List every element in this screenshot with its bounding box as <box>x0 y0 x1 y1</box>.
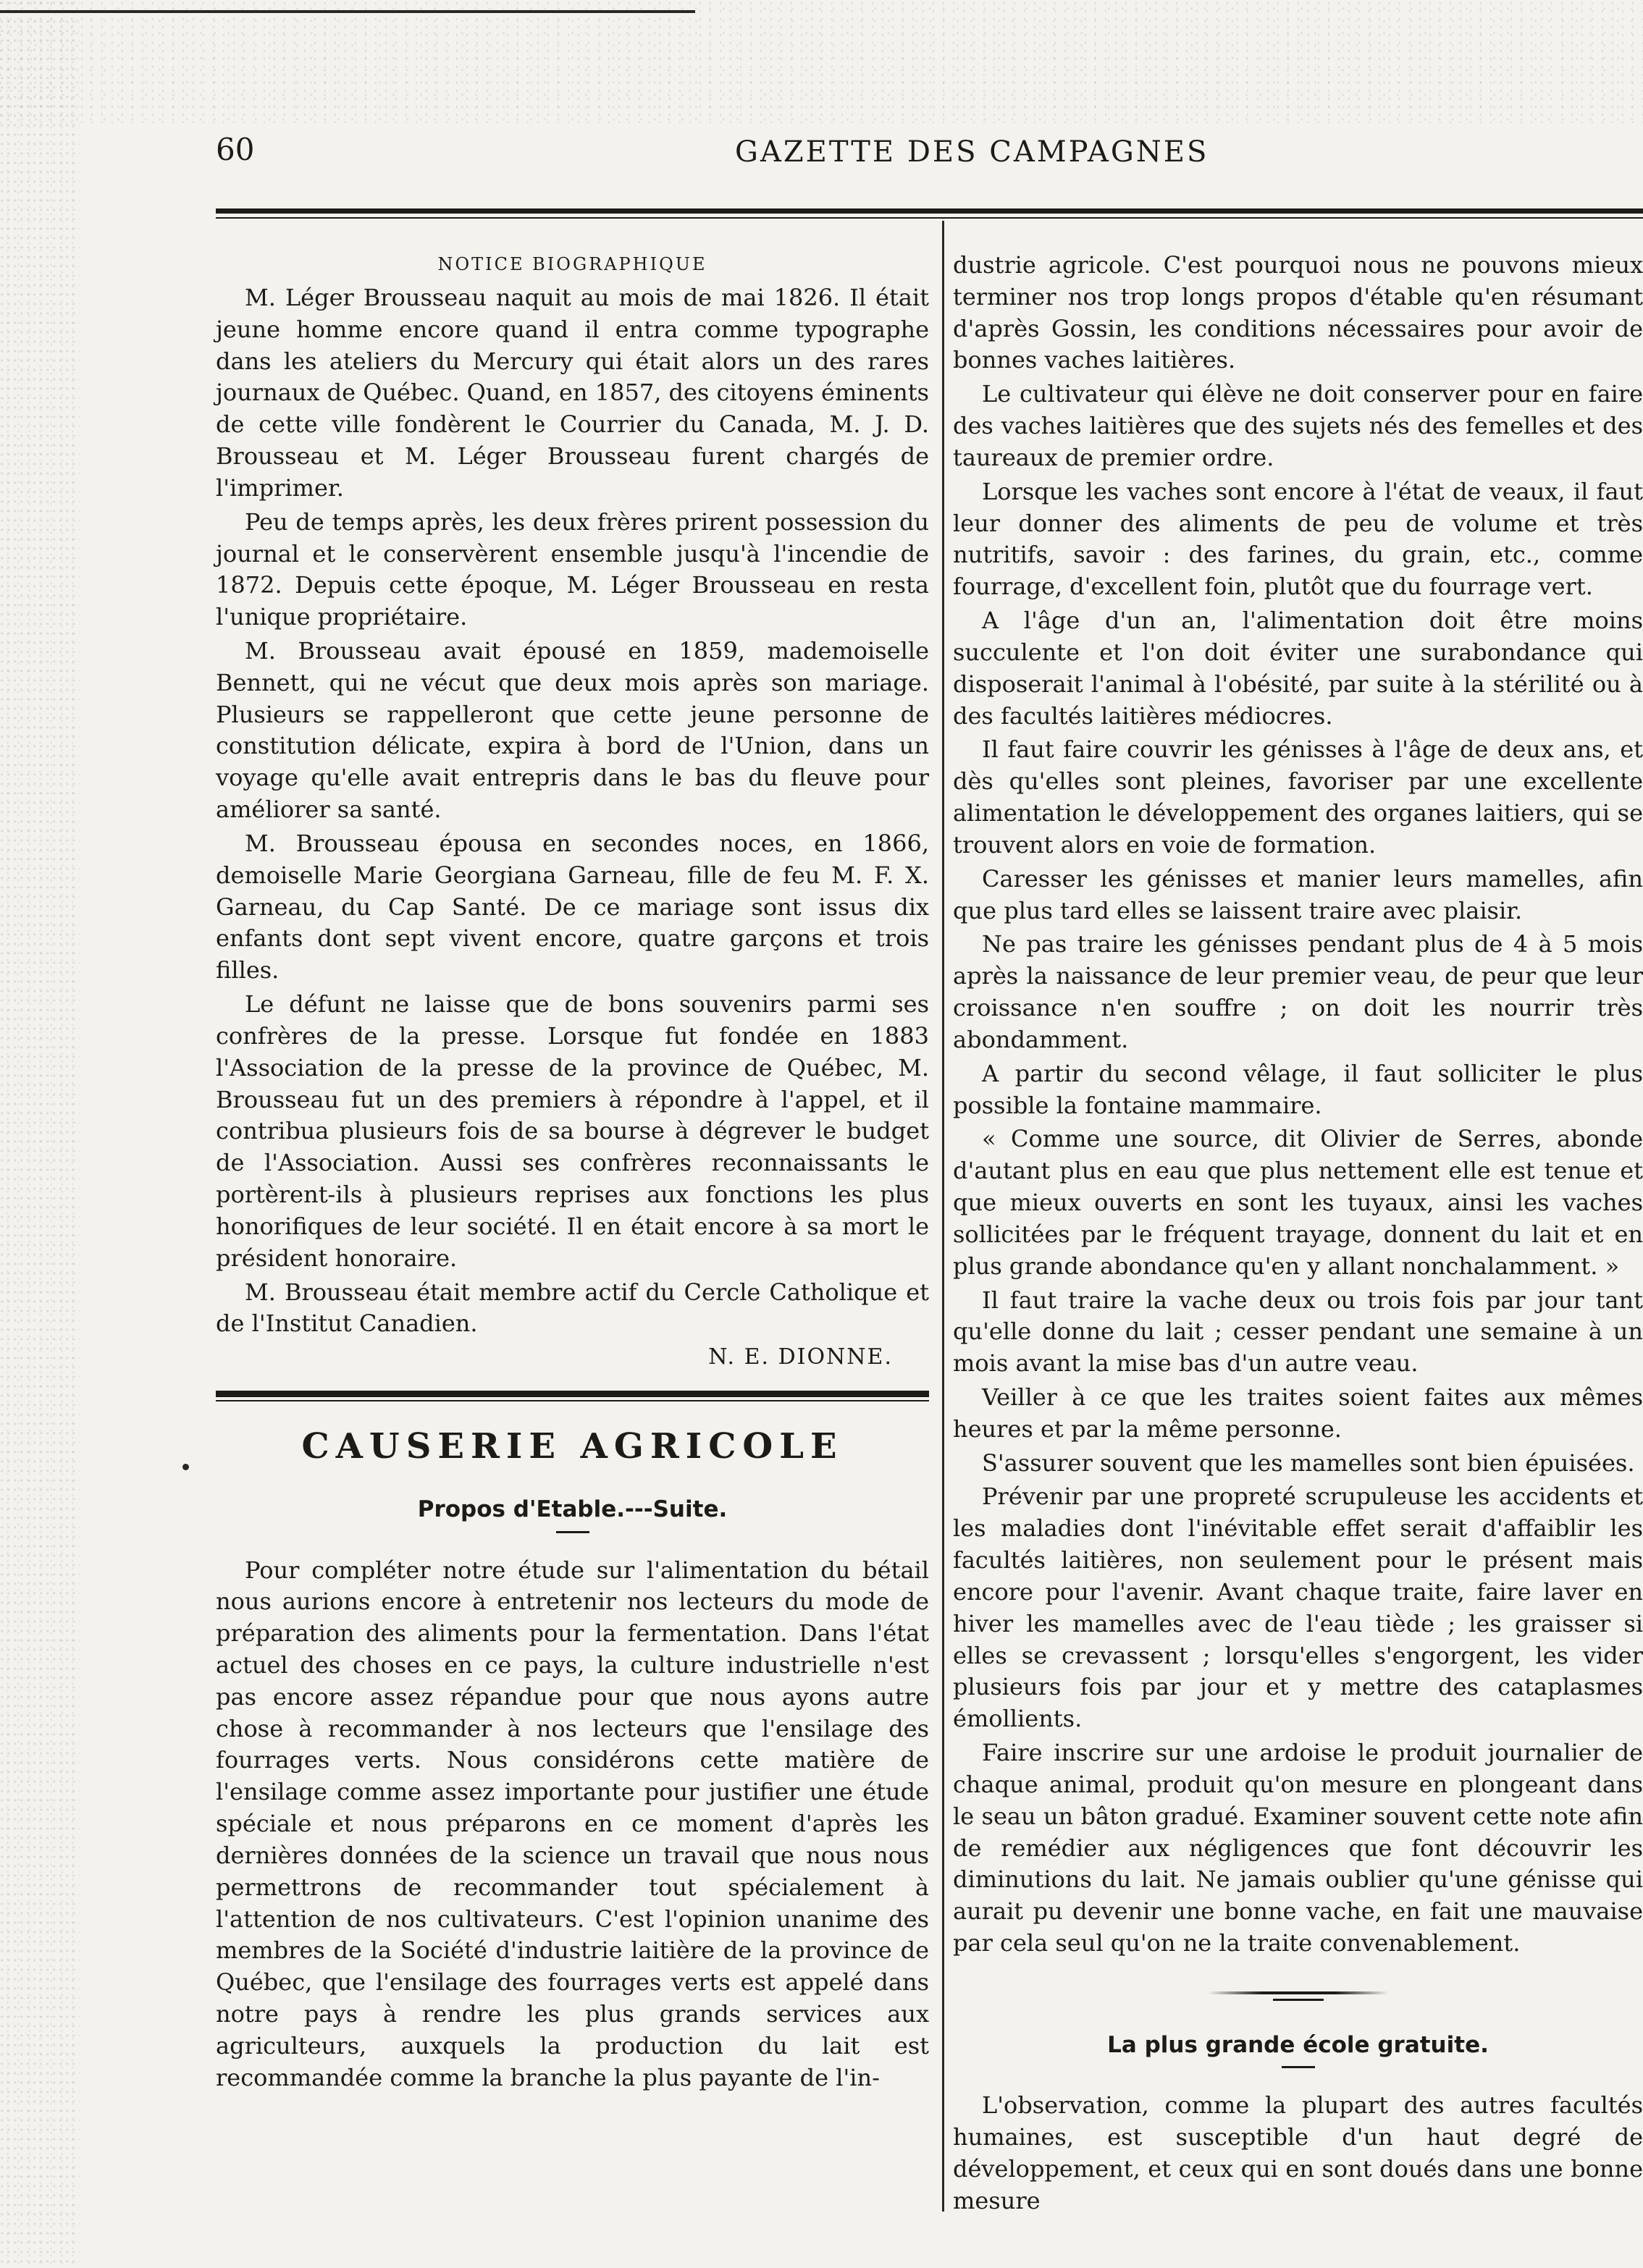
article-paragraph: A l'âge d'un an, l'alimentation doit être moins succulente et l'on doit éviter une surabondance qui disposerait l'animal à l'obésité, par suite à la stérilité ou à des facultés laitières médiocres. <box>953 607 1643 730</box>
article-paragraph: « Comme une source, dit Olivier de Serres, abonde d'autant plus en eau que plus nettement elle est tenue et que mieux ouverts en sont les tuyaux, ainsi les vaches sollicitées par le fréquent trayage, donnent du lait et en plus grande abondance qu'en y allant nonchalamment. » <box>953 1125 1643 1280</box>
margin-dot <box>182 1464 189 1470</box>
article-paragraph: Il faut traire la vache deux ou trois fois par jour tant qu'elle donne du lait ; cesser pendant une semaine à un mois avant la mise bas d'un autre veau. <box>953 1286 1643 1378</box>
right-column <box>953 250 1643 2219</box>
section-paragraph: L'observation, comme la plupart des autres facultés humaines, est susceptible d'un haut degré de développement, et ceux qui en sont doués dans une bonne mesure <box>953 2091 1643 2214</box>
header-rule <box>216 208 1643 214</box>
notice-paragraph: M. Brousseau épousa en secondes noces, en 1866, demoiselle Marie Georgiana Garneau, fille de feu M. F. X. Garneau, du Cap Santé. De ce mariage sont issus dix enfants dont sept vivent encore, quatre garçons et trois filles. <box>216 829 929 985</box>
notice-paragraph: M. Léger Brousseau naquit au mois de mai 1826. Il était jeune homme encore quand il entra comme typographe dans les ateliers du Mercury qui était alors un des rares journaux de Québec. Quand, en 1857, des citoyens éminents de cette ville fondèrent le Courrier du Canada, M. J. D. Brousseau et M. Léger Brousseau furent chargés de l'imprimer. <box>216 283 929 502</box>
notice-paragraph: M. Brousseau avait épousé en 1859, mademoiselle Bennett, qui ne vécut que deux mois après son mariage. Plusieurs se rappelleront que cette jeune personne de constitution délicate, expira à bord de l'Union, dans un voyage qu'elle avait entrepris dans le bas du fleuve pour améliorer sa santé. <box>216 636 929 824</box>
article-paragraph: dustrie agricole. C'est pourquoi nous ne pouvons mieux terminer nos trop longs propos d'étable qu'en résumant d'après Gossin, les conditions nécessaires pour avoir de bonnes vaches laitières. <box>953 251 1643 374</box>
causerie-subtitle: Propos d'Etable.---Suite. <box>417 1496 728 1523</box>
article-paragraph: A partir du second vêlage, il faut solliciter le plus possible la fontaine mammaire. <box>953 1059 1643 1119</box>
article-paragraph: Prévenir par une propreté scrupuleuse les accidents et les maladies dont l'inévitable effet serait d'affaiblir les facultés laitières, non seulement pour le présent mais encore pour l'avenir. Avant chaque traite, faire laver en hiver les mamelles avec de l'eau tiède ; les graisser si elles se crevassent ; lorsqu'elles s'engorgent, les vider plusieurs fois par jour et y mettre des cataplasmes émollients. <box>953 1483 1643 1733</box>
ornament-rule-center <box>1273 1999 1324 2001</box>
scan-noise-left <box>0 0 80 2268</box>
section-heading: La plus grande école gratuite. <box>1107 2031 1489 2058</box>
section-rule <box>216 1391 929 1397</box>
section-rule-thin <box>216 1400 929 1401</box>
scan-noise-top <box>0 0 1643 123</box>
signature: N. E. DIONNE. <box>708 1344 893 1370</box>
article-paragraph: Veiller à ce que les traites soient faites aux mêmes heures et par la même personne. <box>953 1383 1643 1443</box>
causerie-title: CAUSERIE AGRICOLE <box>301 1426 844 1467</box>
article-paragraph: Caresser les génisses et manier leurs mamelles, afin que plus tard elles se laissent traire avec plaisir. <box>953 864 1643 924</box>
article-paragraph: S'assurer souvent que les mamelles sont bien épuisées. <box>982 1449 1635 1477</box>
header-rule-thin <box>216 217 1643 219</box>
heading-rule <box>1282 2066 1315 2068</box>
top-edge-rule <box>0 10 695 13</box>
notice-paragraph: Le défunt ne laisse que de bons souvenirs parmi ses confrères de la presse. Lorsque fut fondée en 1883 l'Association de la presse de la province de Québec, M. Brousseau fut un des premiers à répondre à l'appel, et il contribua plusieurs fois de sa bourse à dégrever le budget de l'Association. Aussi ses confrères reconnaissants le portèrent-ils à plusieurs reprises aux fonctions les plus honorifiques de leur société. Il en était encore à sa mort le président honoraire. <box>216 990 929 1272</box>
causerie-paragraph: Pour compléter notre étude sur l'alimentation du bétail nous aurions encore à entretenir nos lecteurs du mode de préparation des aliments pour la fermentation. Dans l'état actuel des choses en ce pays, la culture industrielle n'est pas encore assez répandue pour que nous ayons autre chose à recommander à nos lecteurs que l'ensilage des fourrages verts. Nous considérons cette matière de l'ensilage comme assez importante pour justifier une étude spéciale et nous préparons en ce moment d'après les dernières données de la science un travail que nous nous permettrons de recommander tout spécialement à l'attention de nos cultivateurs. C'est l'opinion unanime des membres de la Société d'industrie laitière de la province de Québec, que l'ensilage des fourrages verts est appelé dans notre pays à rendre les plus grands services aux agriculteurs, auxquels la production du lait est recommandée comme la branche la plus payante de l'in- <box>216 1556 929 2091</box>
article-paragraph: Faire inscrire sur une ardoise le produit journalier de chaque animal, produit qu'on mesure en plongeant dans le seau un bâton gradué. Examiner souvent cette note afin de remédier aux négligences que font découvrir les diminutions du lait. Ne jamais oublier qu'une génisse qui aurait pu devenir une bonne vache, en fait une mauvaise par cela seul qu'on ne la traite convenablement. <box>953 1739 1643 1957</box>
page-number: 60 <box>216 132 255 167</box>
subtitle-rule <box>556 1531 589 1533</box>
article-paragraph: Lorsque les vaches sont encore à l'état de veaux, il faut leur donner des aliments de peu de volume et très nutritifs, savoir : des farines, du grain, etc., comme fourrage, d'excellent foin, plutôt que du fourrage vert. <box>953 477 1643 601</box>
running-head: GAZETTE DES CAMPAGNES <box>735 135 1209 169</box>
left-column <box>216 250 929 2096</box>
article-paragraph: Le cultivateur qui élève ne doit conserver pour en faire des vaches laitières que des sujets nés des femelles et des taureaux de premier ordre. <box>953 380 1643 471</box>
notice-title: NOTICE BIOGRAPHIQUE <box>437 254 707 274</box>
article-paragraph: Ne pas traire les génisses pendant plus de 4 à 5 mois après la naissance de leur premier veau, de peur que leur croissance n'en souffre ; on doit les nourrir très abondamment. <box>953 930 1643 1053</box>
column-divider <box>942 221 944 2212</box>
notice-paragraph: Peu de temps après, les deux frères prirent possession du journal et le conservèrent ensemble jusqu'à l'incendie de 1872. Depuis cette époque, M. Léger Brousseau en resta l'unique propriétaire. <box>216 507 929 631</box>
ornament-rule <box>1208 1991 1389 1994</box>
article-paragraph: Il faut faire couvrir les génisses à l'âge de deux ans, et dès qu'elles sont pleines, favoriser par une excellente alimentation le développement des organes laitiers, qui se trouvent alors en voie de formation. <box>953 735 1643 859</box>
notice-paragraph: M. Brousseau était membre actif du Cercle Catholique et de l'Institut Canadien. <box>216 1278 929 1338</box>
